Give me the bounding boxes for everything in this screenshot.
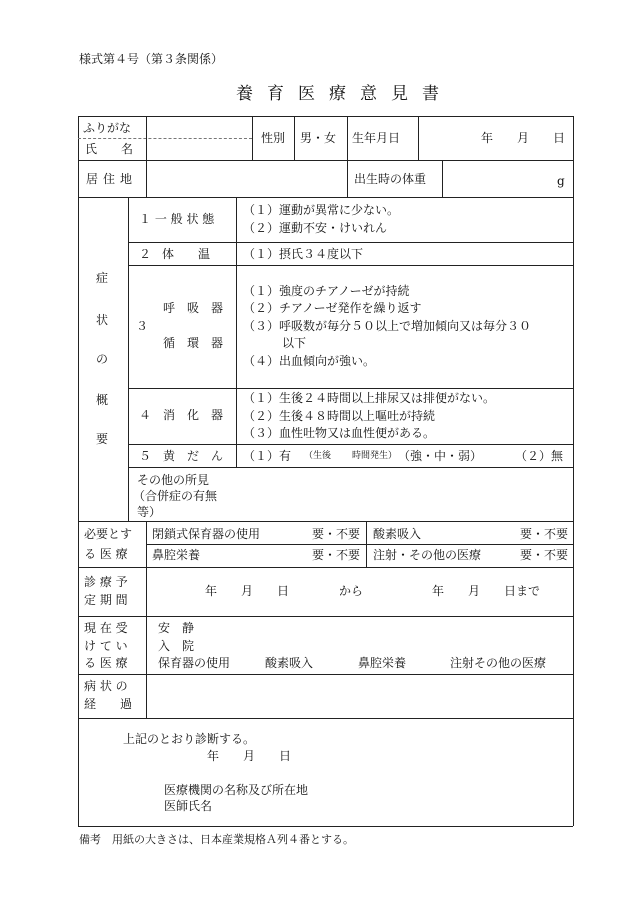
current-care-injection[interactable]: 注射その他の医療	[450, 656, 547, 670]
respiratory-num: ３	[136, 319, 149, 333]
digestive-item-2: （２）生後４８時間以上嘔吐が持続	[243, 409, 436, 423]
jaundice-option-1[interactable]: （１）有	[243, 449, 292, 463]
footnote: 備考 用紙の大きさは、日本産業規格Ａ列４番とする。	[79, 833, 354, 846]
weight-unit: g	[557, 174, 565, 188]
current-care-label-1: 現 在 受	[84, 621, 128, 635]
declaration-statement: 上記のとおり診断する。	[123, 732, 256, 746]
care-item-incubator: 閉鎖式保育器の使用	[152, 527, 261, 541]
schedule-from-word: から	[339, 584, 364, 598]
care-item-injection: 注射・その他の医療	[373, 548, 482, 562]
schedule-label-2: 定 期 間	[84, 593, 128, 607]
digestive-item-1: （１）生後２４時間以上排尿又は排便がない。	[243, 391, 496, 405]
care-choice-nasal[interactable]: 要・不要	[312, 548, 361, 562]
digestive-label: ４ 消 化 器	[139, 408, 224, 422]
current-care-label-3: る 医 療	[84, 656, 128, 670]
current-care-rest[interactable]: 安 静	[158, 621, 195, 635]
doctor-name-label: 医師氏名	[164, 799, 213, 813]
address-label: 居住地	[86, 172, 138, 186]
care-choice-oxygen[interactable]: 要・不要	[520, 527, 569, 541]
sex-label: 性別	[261, 131, 286, 145]
care-choice-incubator[interactable]: 要・不要	[312, 527, 361, 541]
current-care-hospital[interactable]: 入 院	[158, 639, 195, 653]
respiratory-item-3: （３）呼吸数が毎分５０以上で増加傾向又は毎分３０	[243, 319, 532, 333]
respiratory-item-4: （４）出血傾向が強い。	[243, 354, 376, 368]
birthdate-field[interactable]: 年 月 日	[481, 131, 566, 145]
respiratory-item-3-cont: 以下	[282, 336, 307, 350]
symptoms-label-3: の	[96, 352, 109, 366]
temperature-item-1: （１）摂氏３４度以下	[243, 247, 364, 261]
current-care-nasal[interactable]: 鼻腔栄養	[358, 656, 407, 670]
sex-options[interactable]: 男・女	[300, 131, 337, 145]
general-item-1: （１）運動が異常に少ない。	[243, 203, 400, 217]
symptoms-label-5: 要	[96, 432, 109, 446]
other-findings-label-1: その他の所見	[137, 473, 210, 487]
birthdate-label: 生年月日	[352, 131, 401, 145]
jaundice-severity[interactable]: （強・中・弱）	[398, 449, 483, 463]
care-item-nasal: 鼻腔栄養	[152, 548, 201, 562]
progress-label-1: 病 状 の	[84, 679, 128, 693]
symptoms-label-4: 概	[96, 393, 109, 407]
respiratory-item-1: （１）強度のチアノーゼが持続	[243, 284, 410, 298]
declaration-date[interactable]: 年 月 日	[207, 749, 292, 763]
jaundice-option-2[interactable]: （２）無	[515, 449, 564, 463]
circulatory-label: 循 環 器	[163, 336, 224, 350]
current-care-incubator[interactable]: 保育器の使用	[158, 656, 231, 670]
care-choice-injection[interactable]: 要・不要	[520, 548, 569, 562]
furigana-label: ふりがな	[83, 121, 132, 135]
general-item-2: （２）運動不安・けいれん	[243, 221, 388, 235]
jaundice-label: ５ 黄 だ ん	[139, 449, 224, 463]
jaundice-onset-close: 時間発生）	[352, 451, 398, 461]
respiratory-label: 呼 吸 器	[163, 301, 224, 315]
symptoms-label-1: 症	[96, 271, 109, 285]
current-care-label-2: け て い	[84, 639, 128, 653]
other-findings-label-2: （合併症の有無	[133, 489, 218, 503]
required-care-label-1: 必要とす	[84, 527, 133, 541]
schedule-label-1: 診 療 予	[84, 575, 128, 589]
institution-label: 医療機関の名称及び所在地	[164, 783, 309, 797]
birth-weight-label: 出生時の体重	[354, 172, 427, 186]
care-item-oxygen: 酸素吸入	[373, 527, 422, 541]
other-findings-label-3: 等）	[137, 505, 162, 519]
temperature-num: ２	[139, 247, 152, 261]
page-title: 養育医療意見書	[236, 84, 453, 104]
progress-label-2: 経 過	[84, 697, 133, 711]
current-care-oxygen[interactable]: 酸素吸入	[265, 656, 314, 670]
required-care-label-2: る 医 療	[84, 547, 128, 561]
schedule-from-date[interactable]: 年 月 日	[205, 584, 290, 598]
symptoms-label-2: 状	[96, 313, 109, 327]
name-label: 氏 名	[85, 142, 134, 156]
temperature-label: 体 温	[162, 247, 211, 261]
form-number: 様式第４号（第３条関係）	[79, 52, 224, 66]
schedule-to-date[interactable]: 年 月 日まで	[432, 584, 541, 598]
general-state-label: １ 一 般 状 態	[139, 212, 215, 226]
jaundice-onset-open: （生後	[304, 451, 332, 461]
respiratory-item-2: （２）チアノーゼ発作を繰り返す	[243, 301, 422, 315]
digestive-item-3: （３）血性吐物又は血性便がある。	[243, 426, 436, 440]
